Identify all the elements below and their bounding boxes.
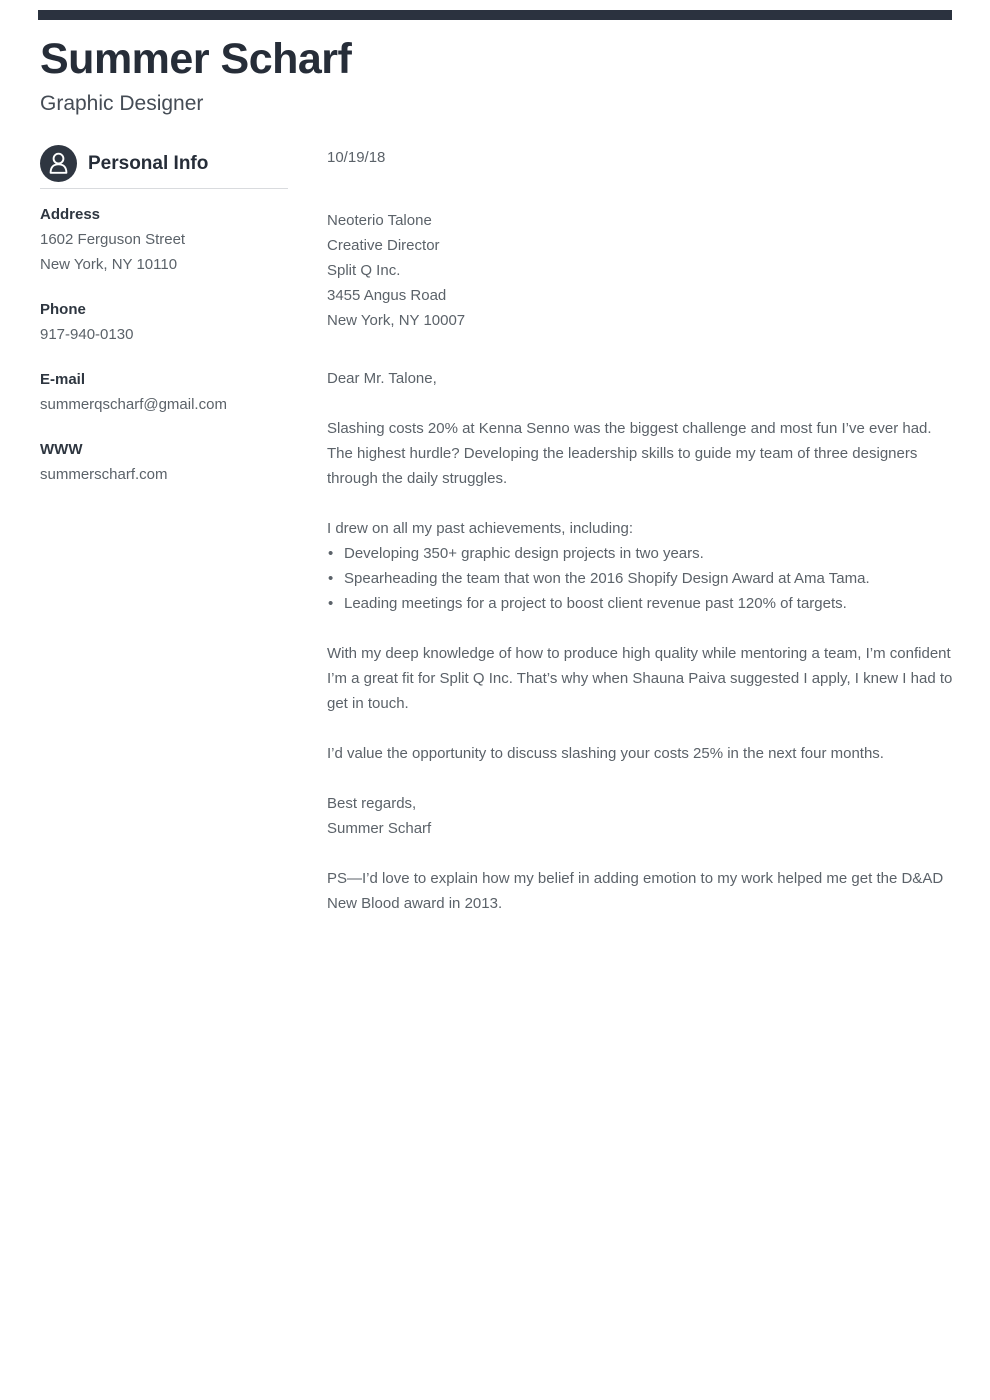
email-value: summerqscharf@gmail.com: [40, 396, 227, 413]
bullet-marker: •: [328, 595, 334, 612]
achievement-text-2: Spearheading the team that won the 2016 Shopify Design Award at Ama Tama.: [344, 570, 870, 587]
www-label: WWW: [40, 441, 83, 458]
salutation: Dear Mr. Talone,: [327, 370, 437, 387]
recipient-company: Split Q Inc.: [327, 262, 401, 279]
recipient-city: New York, NY 10007: [327, 312, 466, 329]
top-accent-bar: [38, 10, 952, 20]
paragraph-value: I’d value the opportunity to discuss slashing your costs 25% in the next four months.: [327, 745, 884, 762]
closing-signature: Summer Scharf: [327, 820, 432, 837]
recipient-street: 3455 Angus Road: [327, 287, 447, 304]
closing-regards: Best regards,: [327, 795, 417, 812]
www-value: summerscharf.com: [40, 466, 168, 483]
bullet-marker: •: [328, 545, 334, 562]
recipient-name: Neoterio Talone: [327, 212, 432, 229]
phone-section: [40, 297, 288, 347]
achievement-item-1: [327, 541, 961, 566]
www-section: [40, 437, 288, 487]
recipient-title: Creative Director: [327, 237, 440, 254]
achievements-list: [327, 541, 961, 616]
achievement-item-3: [327, 591, 961, 616]
email-label: E-mail: [40, 371, 86, 388]
person-icon: [40, 145, 77, 182]
sidebar-divider: [40, 188, 288, 189]
email-section: [40, 367, 288, 417]
phone-label: Phone: [40, 301, 86, 318]
closing-block: [327, 791, 961, 841]
achievement-text-1: Developing 350+ graphic design projects in two years.: [344, 545, 704, 562]
address-section: [40, 202, 288, 277]
address-line-1: 1602 Ferguson Street: [40, 231, 186, 248]
letter-date: 10/19/18: [327, 149, 386, 166]
achievements-intro: I drew on all my past achievements, including:: [327, 520, 633, 537]
document-header: [40, 36, 351, 116]
phone-value: 917-940-0130: [40, 326, 134, 343]
bullet-marker: •: [328, 570, 334, 587]
personal-info-title: Personal Info: [88, 152, 209, 174]
personal-info-sidebar: [40, 145, 288, 487]
paragraph-intro: Slashing costs 20% at Kenna Senno was the biggest challenge and most fun I’ve ever had. The highest hurdle? Developing the leadership skills to guide my team of three designers through the daily struggles.: [327, 420, 932, 487]
person-name: Summer Scharf: [40, 35, 352, 83]
achievement-text-3: Leading meetings for a project to boost client revenue past 120% of targets.: [344, 595, 847, 612]
letter-body: [327, 145, 961, 941]
address-label: Address: [40, 206, 101, 223]
job-title: Graphic Designer: [40, 92, 204, 116]
address-line-2: New York, NY 10110: [40, 256, 178, 273]
postscript: PS—I’d love to explain how my belief in adding emotion to my work helped me get the D&AD New Blood award in 2013.: [327, 870, 944, 912]
paragraph-fit: With my deep knowledge of how to produce high quality while mentoring a team, I’m confident I’m a great fit for Split Q Inc. That’s why when Shauna Paiva suggested I apply, I knew I had to get in touch.: [327, 645, 953, 712]
personal-info-heading: [40, 145, 288, 182]
achievement-item-2: [327, 566, 961, 591]
recipient-block: [327, 208, 961, 333]
